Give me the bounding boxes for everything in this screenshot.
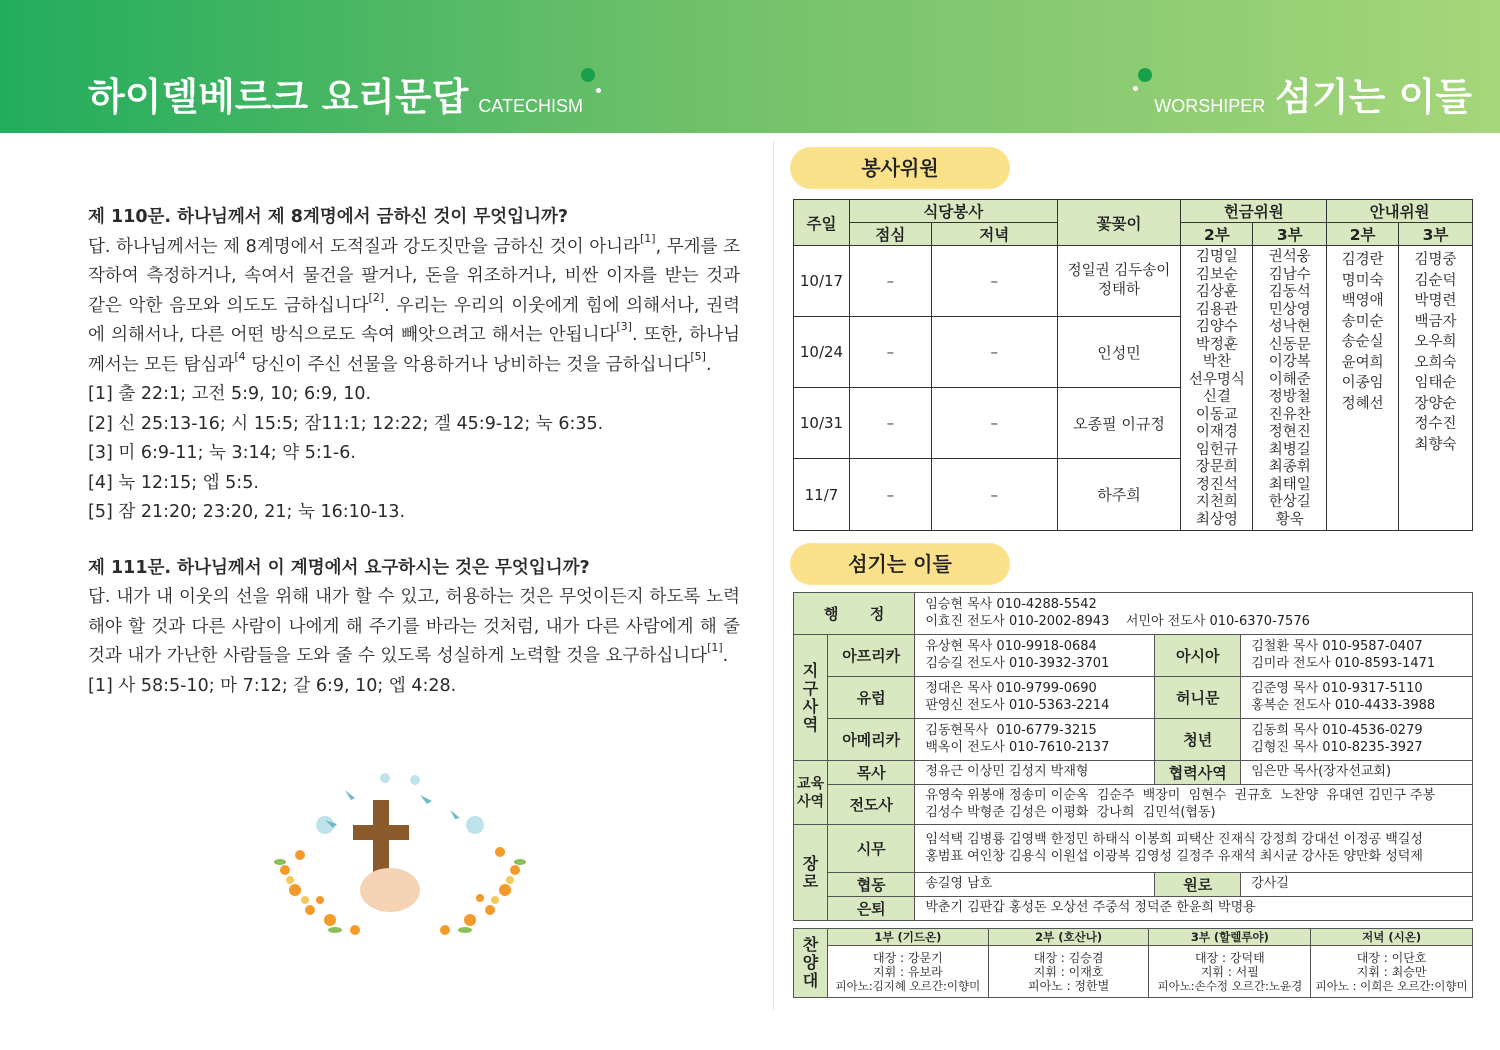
footnote-mark: [5] <box>690 349 706 363</box>
flower-cell: 오종필 이규정 <box>1057 388 1181 459</box>
evangelist-label: 전도사 <box>827 785 914 825</box>
service-date: 10/31 <box>794 388 850 459</box>
admin-label: 행 정 <box>794 593 915 635</box>
worshiper-subtitle: WORSHIPER <box>1154 96 1266 116</box>
reference-line: [1] 사 58:5-10; 마 7:12; 갈 6:9, 10; 엡 4:28. <box>88 675 457 696</box>
person-name: 정현진 <box>1268 424 1311 440</box>
answer-110-part: 답. 하나님께서는 제 8계명에서 도적질과 강도짓만을 금하신 것이 아니라 <box>88 236 640 257</box>
footnote-mark: [2] <box>368 290 385 304</box>
question-111: 제 111문. 하나님께서 이 계명에서 요구하시는 것은 무엇입니까? <box>88 557 590 578</box>
person-name: 명미숙 <box>1341 272 1384 289</box>
person-name: 이해준 <box>1268 371 1311 388</box>
choir-name: 1부 (기드온) <box>827 929 988 946</box>
footnote-mark: [3] <box>616 320 632 333</box>
choir-line: 피아노 : 정한별 <box>1027 978 1110 993</box>
youth-info <box>1241 719 1473 761</box>
flower-cell: 정일권 김두송이 정태하 <box>1057 246 1181 317</box>
person-name: 송미순 <box>1341 313 1384 330</box>
offering-3-names <box>1253 246 1327 531</box>
column-divider <box>773 140 774 1010</box>
contact-line: 김철환 목사 010-9587-0407 <box>1251 639 1423 654</box>
dinner-cell: – <box>931 459 1057 531</box>
africa-info <box>915 635 1155 677</box>
col-day: 주일 <box>794 200 850 246</box>
choir-info <box>988 946 1149 998</box>
contact-line: 김동현목사 010-6779-3215 <box>925 723 1097 738</box>
europe-label: 유럽 <box>827 677 914 719</box>
region-label: 지구사역 <box>794 635 828 761</box>
choir-line: 피아노:김지혜 오르간:이향미 <box>835 978 981 993</box>
person-name: 임헌규 <box>1195 441 1238 458</box>
col-guide: 안내위원 <box>1327 200 1473 223</box>
choir-table <box>793 928 1473 998</box>
lunch-cell: – <box>849 388 931 459</box>
contact-line: 김형진 목사 010-8235-3927 <box>1251 739 1423 755</box>
admin-line: 이효진 전도사 010-2002-8943 서민아 전도사 010-6370-7576 <box>925 613 1310 629</box>
assoc-label: 협동 <box>827 873 914 897</box>
person-name: 선우명식 <box>1188 371 1245 388</box>
person-name: 박찬 <box>1202 354 1231 370</box>
person-name: 최종휘 <box>1268 459 1311 475</box>
person-name: 신동문 <box>1268 336 1311 353</box>
person-name: 김용관 <box>1195 301 1238 318</box>
person-name: 이재경 <box>1195 424 1238 440</box>
choir-name: 2부 (호산나) <box>988 929 1149 946</box>
col-offering-2: 2부 <box>1181 223 1253 246</box>
retired-label: 은퇴 <box>827 897 914 921</box>
lunch-cell: – <box>849 459 931 531</box>
person-name: 정진석 <box>1195 476 1238 493</box>
america-info <box>915 719 1155 761</box>
person-name: 장문희 <box>1195 459 1238 475</box>
person-name: 진유찬 <box>1268 406 1311 423</box>
worshiper-title: 섬기는 이들 <box>1275 75 1472 119</box>
answer-110-part: 당신이 주신 선물을 악용하거나 낭비하는 것을 금하십니다 <box>245 354 691 375</box>
admin-info <box>915 593 1473 635</box>
header-right <box>1154 66 1472 121</box>
answer-111-part: 답. 내가 내 이웃의 선을 위해 내가 할 수 있고, 허용하는 것은 무엇이든지 하도록 노력해야 할 것과 다른 사람이 나에게 해 주기를 바라는 것처럼, 내가 다른 사람에게 해 줄 것과 내가 가난한 사람들을 도와 줄 수 있도록 성실하게 노력할 것을 요구하십니다 <box>88 587 740 666</box>
flower-cell: 인성민 <box>1057 317 1181 388</box>
choir-line: 대장 : 강문기 <box>873 950 943 965</box>
person-name: 윤여희 <box>1341 354 1384 371</box>
answer-111 <box>88 583 740 672</box>
service-date: 11/7 <box>794 459 850 531</box>
names-line: 유영숙 위봉애 정송미 이순옥 김순주 백장미 임현수 권규호 노찬양 유대연 김민구 주봉 <box>925 788 1436 803</box>
choir-line: 대장 : 이단호 <box>1356 950 1427 965</box>
col-offering: 헌금위원 <box>1181 200 1327 223</box>
person-name: 김명일 <box>1195 249 1238 265</box>
person-name: 이강복 <box>1268 354 1311 370</box>
col-guide-2: 2부 <box>1327 223 1399 246</box>
contact-line: 백옥이 전도사 010-7610-2137 <box>925 739 1110 755</box>
dinner-cell: – <box>931 388 1057 459</box>
person-name: 최병길 <box>1268 441 1311 458</box>
answer-110-part: , 무게를 조작하여 측정하거나, 속여서 물건을 팔거나, 돈을 위조하거나, 비싼 이자를 받는 것과 같은 악한 음모와 의도도 금하십니다 <box>88 236 740 316</box>
coop-label: 협력사역 <box>1155 761 1241 785</box>
choir-name: 3부 (할렐루야) <box>1149 929 1311 946</box>
lunch-cell: – <box>849 317 931 388</box>
choir-line: 대장 : 강덕태 <box>1195 950 1265 965</box>
choir-line: 피아노:손수정 오르간:노윤경 <box>1157 978 1303 993</box>
person-name: 지천희 <box>1195 494 1238 510</box>
coop-names: 임은만 목사(장자선교회) <box>1241 761 1473 785</box>
contact-line: 홍복순 전도사 010-4433-3988 <box>1251 697 1436 713</box>
elder-label: 장로 <box>794 825 828 921</box>
africa-label: 아프리카 <box>827 635 914 677</box>
honeymoon-info <box>1241 677 1473 719</box>
answer-110 <box>88 233 740 381</box>
choir-line: 지휘 : 최승만 <box>1356 964 1427 979</box>
emeritus-names: 강사길 <box>1241 873 1473 897</box>
person-name: 이종임 <box>1341 375 1384 391</box>
person-name: 김동석 <box>1268 284 1311 300</box>
person-name: 최향숙 <box>1414 436 1457 453</box>
admin-line: 임승현 목사 010-4288-5542 <box>925 597 1097 612</box>
america-label: 아메리카 <box>827 719 914 761</box>
header-left <box>88 66 583 121</box>
emeritus-label: 원로 <box>1155 873 1241 897</box>
retired-names: 박춘기 김판갑 홍성돈 오상선 주중석 정덕준 한윤희 박명용 <box>915 897 1473 921</box>
asia-label: 아시아 <box>1155 635 1241 677</box>
contact-line: 유상현 목사 010-9918-0684 <box>925 639 1097 654</box>
choir-info <box>1311 946 1473 998</box>
person-name: 임태순 <box>1414 375 1457 391</box>
question-110: 제 110문. 하나님께서 제 8계명에서 금하신 것이 무엇입니까? <box>88 207 569 227</box>
answer-110-part: . 우리는 우리의 이웃에게 힘에 의해서나, 권력에 의해서나, 다른 어떤 방식으로도 속여 빼앗으려고 해서는 안됩니다 <box>88 295 740 345</box>
person-name: 정방철 <box>1268 389 1311 405</box>
person-name: 김양수 <box>1195 319 1238 335</box>
decor-dot-icon <box>581 68 595 82</box>
choir-line: 지휘 : 유보라 <box>873 964 943 979</box>
person-name: 김남수 <box>1268 266 1311 283</box>
answer-110-part: . <box>705 354 712 375</box>
footnote-mark: [1] <box>707 641 723 654</box>
service-section-title: 봉사위원 <box>790 147 1010 189</box>
reference-line: [4] 눅 12:15; 엡 5:5. <box>88 472 259 493</box>
servers-section-title: 섬기는 이들 <box>790 543 1010 585</box>
person-name: 권석웅 <box>1268 249 1311 265</box>
dinner-cell: – <box>931 317 1057 388</box>
person-name: 장양순 <box>1414 395 1457 412</box>
reference-line: [1] 출 22:1; 고전 5:9, 10; 6:9, 10. <box>88 384 372 404</box>
person-name: 이동교 <box>1195 406 1238 423</box>
person-name: 김보순 <box>1195 266 1238 283</box>
person-name: 박명련 <box>1414 293 1457 309</box>
person-name: 김상훈 <box>1195 284 1238 300</box>
catechism-body <box>88 203 740 701</box>
contact-line: 김동희 목사 010-4536-0279 <box>1251 723 1423 738</box>
person-name: 민상영 <box>1268 301 1311 318</box>
servers-table <box>793 592 1473 921</box>
assoc-names: 송길영 남호 <box>915 873 1155 897</box>
evangelist-names <box>915 785 1473 825</box>
person-name: 송순실 <box>1341 334 1384 350</box>
page-header <box>0 0 1500 133</box>
person-name: 김경란 <box>1341 252 1384 268</box>
catechism-title: 하이델베르크 요리문답 <box>88 75 469 119</box>
cross-illustration <box>265 770 535 940</box>
decor-dot-small-icon <box>596 88 601 93</box>
person-name: 최태일 <box>1268 476 1311 493</box>
person-name: 성낙현 <box>1268 319 1311 335</box>
person-name: 황욱 <box>1275 511 1304 528</box>
reference-line: [5] 잠 21:20; 23:20, 21; 눅 16:10-13. <box>88 502 406 522</box>
reference-line: [2] 신 25:13-16; 시 15:5; 잠11:1; 12:22; 겔 45:9-12; 눅 6:35. <box>88 413 604 434</box>
person-name: 신결 <box>1202 389 1231 405</box>
europe-info <box>915 677 1155 719</box>
contact-line: 김미라 전도사 010-8593-1471 <box>1251 655 1436 671</box>
person-name: 백금자 <box>1414 313 1457 330</box>
choir-label: 찬양대 <box>794 929 828 998</box>
contact-line: 김승길 전도사 010-3932-3701 <box>925 655 1110 671</box>
choir-name: 저녁 (시온) <box>1311 929 1473 946</box>
person-name: 한상길 <box>1268 494 1311 510</box>
choir-line: 대장 : 김승겸 <box>1033 950 1104 965</box>
choir-line: 지휘 : 서필 <box>1200 964 1259 979</box>
service-table <box>793 199 1473 531</box>
dinner-cell: – <box>931 246 1057 317</box>
choir-line: 피아노 : 이희은 오르간:이향미 <box>1315 978 1468 993</box>
asia-info <box>1241 635 1473 677</box>
answer-111-part: . <box>722 646 729 666</box>
active-names <box>915 825 1473 873</box>
footnote-mark: [1] <box>639 231 656 245</box>
lunch-cell: – <box>849 246 931 317</box>
pastor-names: 정유근 이상민 김성지 박재형 <box>915 761 1155 785</box>
contact-line: 판영신 전도사 010-5363-2214 <box>925 697 1110 713</box>
person-name: 오우희 <box>1414 334 1457 350</box>
person-name: 정수진 <box>1414 416 1457 432</box>
col-dinner: 저녁 <box>931 223 1057 246</box>
honeymoon-label: 허니문 <box>1155 677 1241 719</box>
contact-line: 정대은 목사 010-9799-0690 <box>925 681 1097 696</box>
footnote-mark: [4 <box>234 349 246 363</box>
col-offering-3: 3부 <box>1253 223 1327 246</box>
youth-label: 청년 <box>1155 719 1241 761</box>
active-label: 시무 <box>827 825 914 873</box>
names-line: 홍범표 여인창 김용식 이원섭 이광복 김영성 길정주 유재석 최시균 강사돈 양만화 성덕제 <box>925 848 1423 864</box>
flower-cell: 하주희 <box>1057 459 1181 531</box>
contact-line: 김준영 목사 010-9317-5110 <box>1251 681 1423 696</box>
col-flower: 꽃꽂이 <box>1057 200 1181 246</box>
person-name: 최상영 <box>1195 511 1238 528</box>
person-name: 정혜선 <box>1341 395 1384 412</box>
answer-110-part: . 또한, 하나님께서는 모든 탐심과 <box>88 325 741 375</box>
person-name: 오희숙 <box>1414 354 1457 371</box>
service-date: 10/17 <box>794 246 850 317</box>
service-date: 10/24 <box>794 317 850 388</box>
decor-dot-small-icon <box>1133 86 1138 91</box>
col-meal: 식당봉사 <box>849 200 1057 223</box>
reference-line: [3] 미 6:9-11; 눅 3:14; 약 5:1-6. <box>88 443 356 463</box>
education-label: 교육사역 <box>794 761 828 825</box>
decor-dot-icon <box>1138 68 1152 82</box>
person-name: 백영애 <box>1341 293 1384 309</box>
person-name: 김순덕 <box>1414 272 1457 289</box>
person-name: 박정훈 <box>1195 336 1238 353</box>
col-guide-3: 3부 <box>1399 223 1473 246</box>
offering-2-names <box>1181 246 1253 531</box>
col-lunch: 점심 <box>849 223 931 246</box>
choir-line: 지휘 : 이재호 <box>1033 964 1104 979</box>
catechism-subtitle: CATECHISM <box>478 96 583 116</box>
guide-3-names <box>1399 246 1473 531</box>
names-line: 임석택 김병룡 김영백 한정민 하태식 이봉희 피택산 진재식 강정희 강대선 이정공 백길성 <box>925 832 1423 847</box>
names-line: 김성수 박형준 김성은 이평화 강나희 김민석(협동) <box>925 804 1216 820</box>
pastor-label: 목사 <box>827 761 914 785</box>
choir-info <box>827 946 988 998</box>
guide-2-names <box>1327 246 1399 531</box>
choir-info <box>1149 946 1311 998</box>
person-name: 김명중 <box>1414 252 1457 268</box>
